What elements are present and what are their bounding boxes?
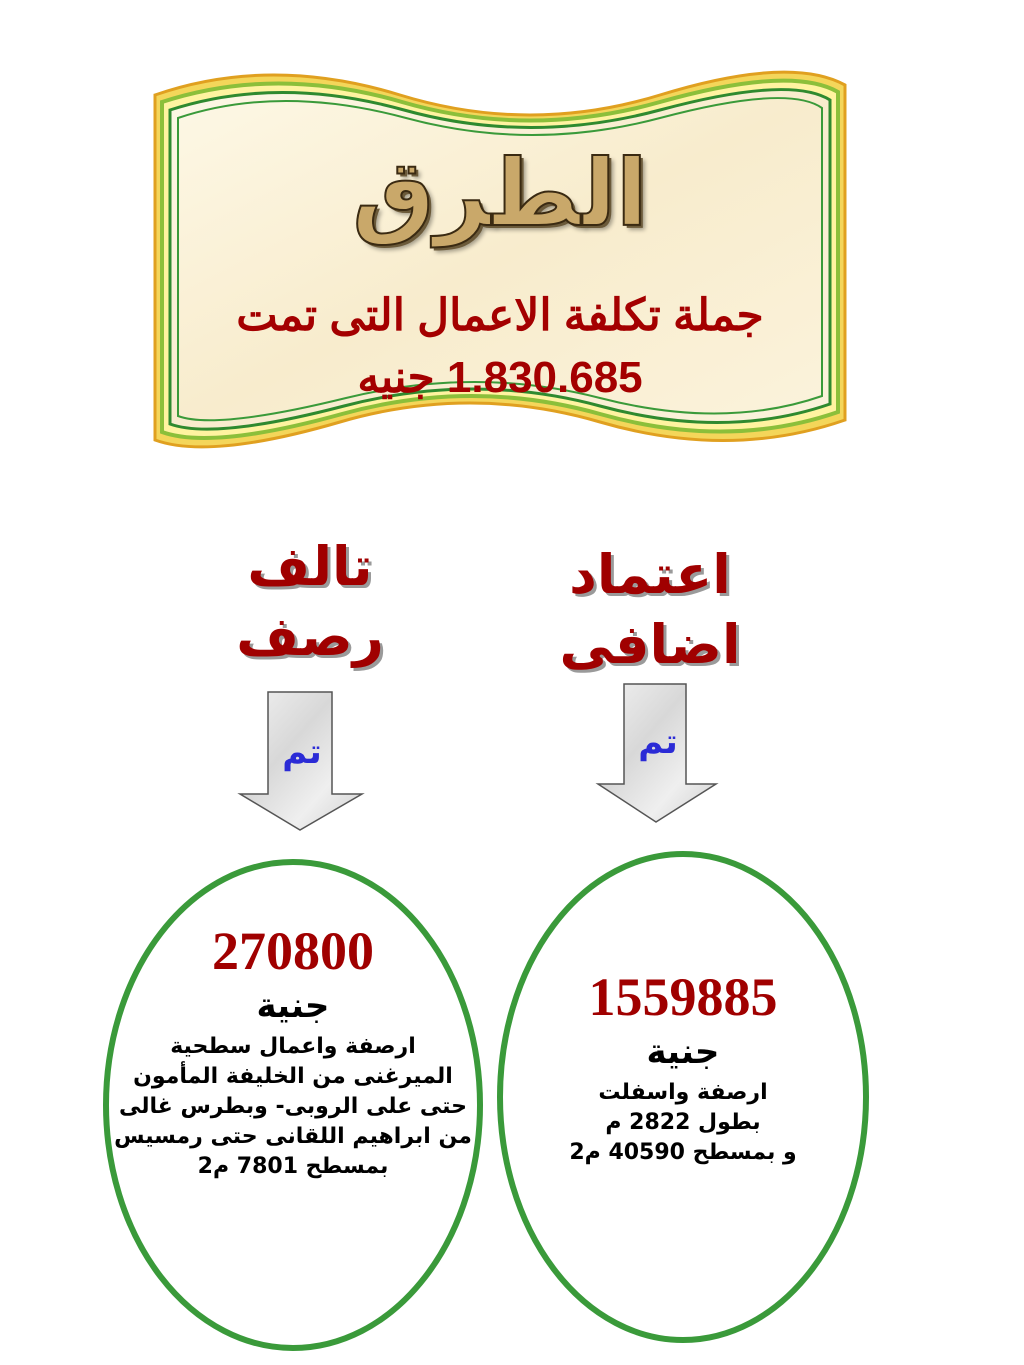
left-desc-line2: الميرغنى من الخليفة المأمون bbox=[133, 1064, 453, 1089]
left-desc-line1: ارصفة واعمال سطحية bbox=[170, 1034, 416, 1059]
left-desc-line5: بمسطح 7801 م2 bbox=[197, 1154, 389, 1179]
right-desc-line2: بطول 2822 م bbox=[605, 1110, 761, 1135]
right-desc-line3: و بمسطح 40590 م2 bbox=[569, 1140, 797, 1165]
left-heading bbox=[180, 532, 440, 672]
left-desc-line4: من ابراهيم اللقانى حتى رمسيس bbox=[114, 1124, 472, 1149]
banner-scroll bbox=[140, 60, 860, 480]
right-unit: جنية bbox=[646, 1032, 720, 1072]
left-unit: جنية bbox=[256, 986, 330, 1026]
left-amount: 270800 bbox=[212, 921, 374, 981]
left-arrow-label: تم bbox=[282, 732, 322, 772]
left-desc-line3: حتى على الروبى- وبطرس غالى bbox=[118, 1094, 468, 1119]
right-desc-line1: ارصفة واسفلت bbox=[598, 1080, 768, 1105]
banner-title: الطرق bbox=[352, 140, 648, 247]
right-arrow-label: تم bbox=[638, 722, 678, 762]
right-heading-line2: اضافى bbox=[559, 613, 741, 676]
left-heading-line2: رصف bbox=[236, 605, 384, 668]
right-heading bbox=[520, 540, 780, 680]
right-ellipse-content bbox=[504, 966, 862, 1168]
banner-subtitle-line1: جملة تكلفة الاعمال التى تمت bbox=[236, 291, 764, 340]
left-heading-line1: تالف bbox=[247, 535, 373, 598]
banner-subtitle-line2: 1.830.685 جنيه bbox=[357, 353, 643, 402]
right-amount: 1559885 bbox=[588, 967, 778, 1027]
left-ellipse-content bbox=[110, 920, 476, 1182]
right-heading-line1: اعتماد bbox=[569, 543, 731, 606]
